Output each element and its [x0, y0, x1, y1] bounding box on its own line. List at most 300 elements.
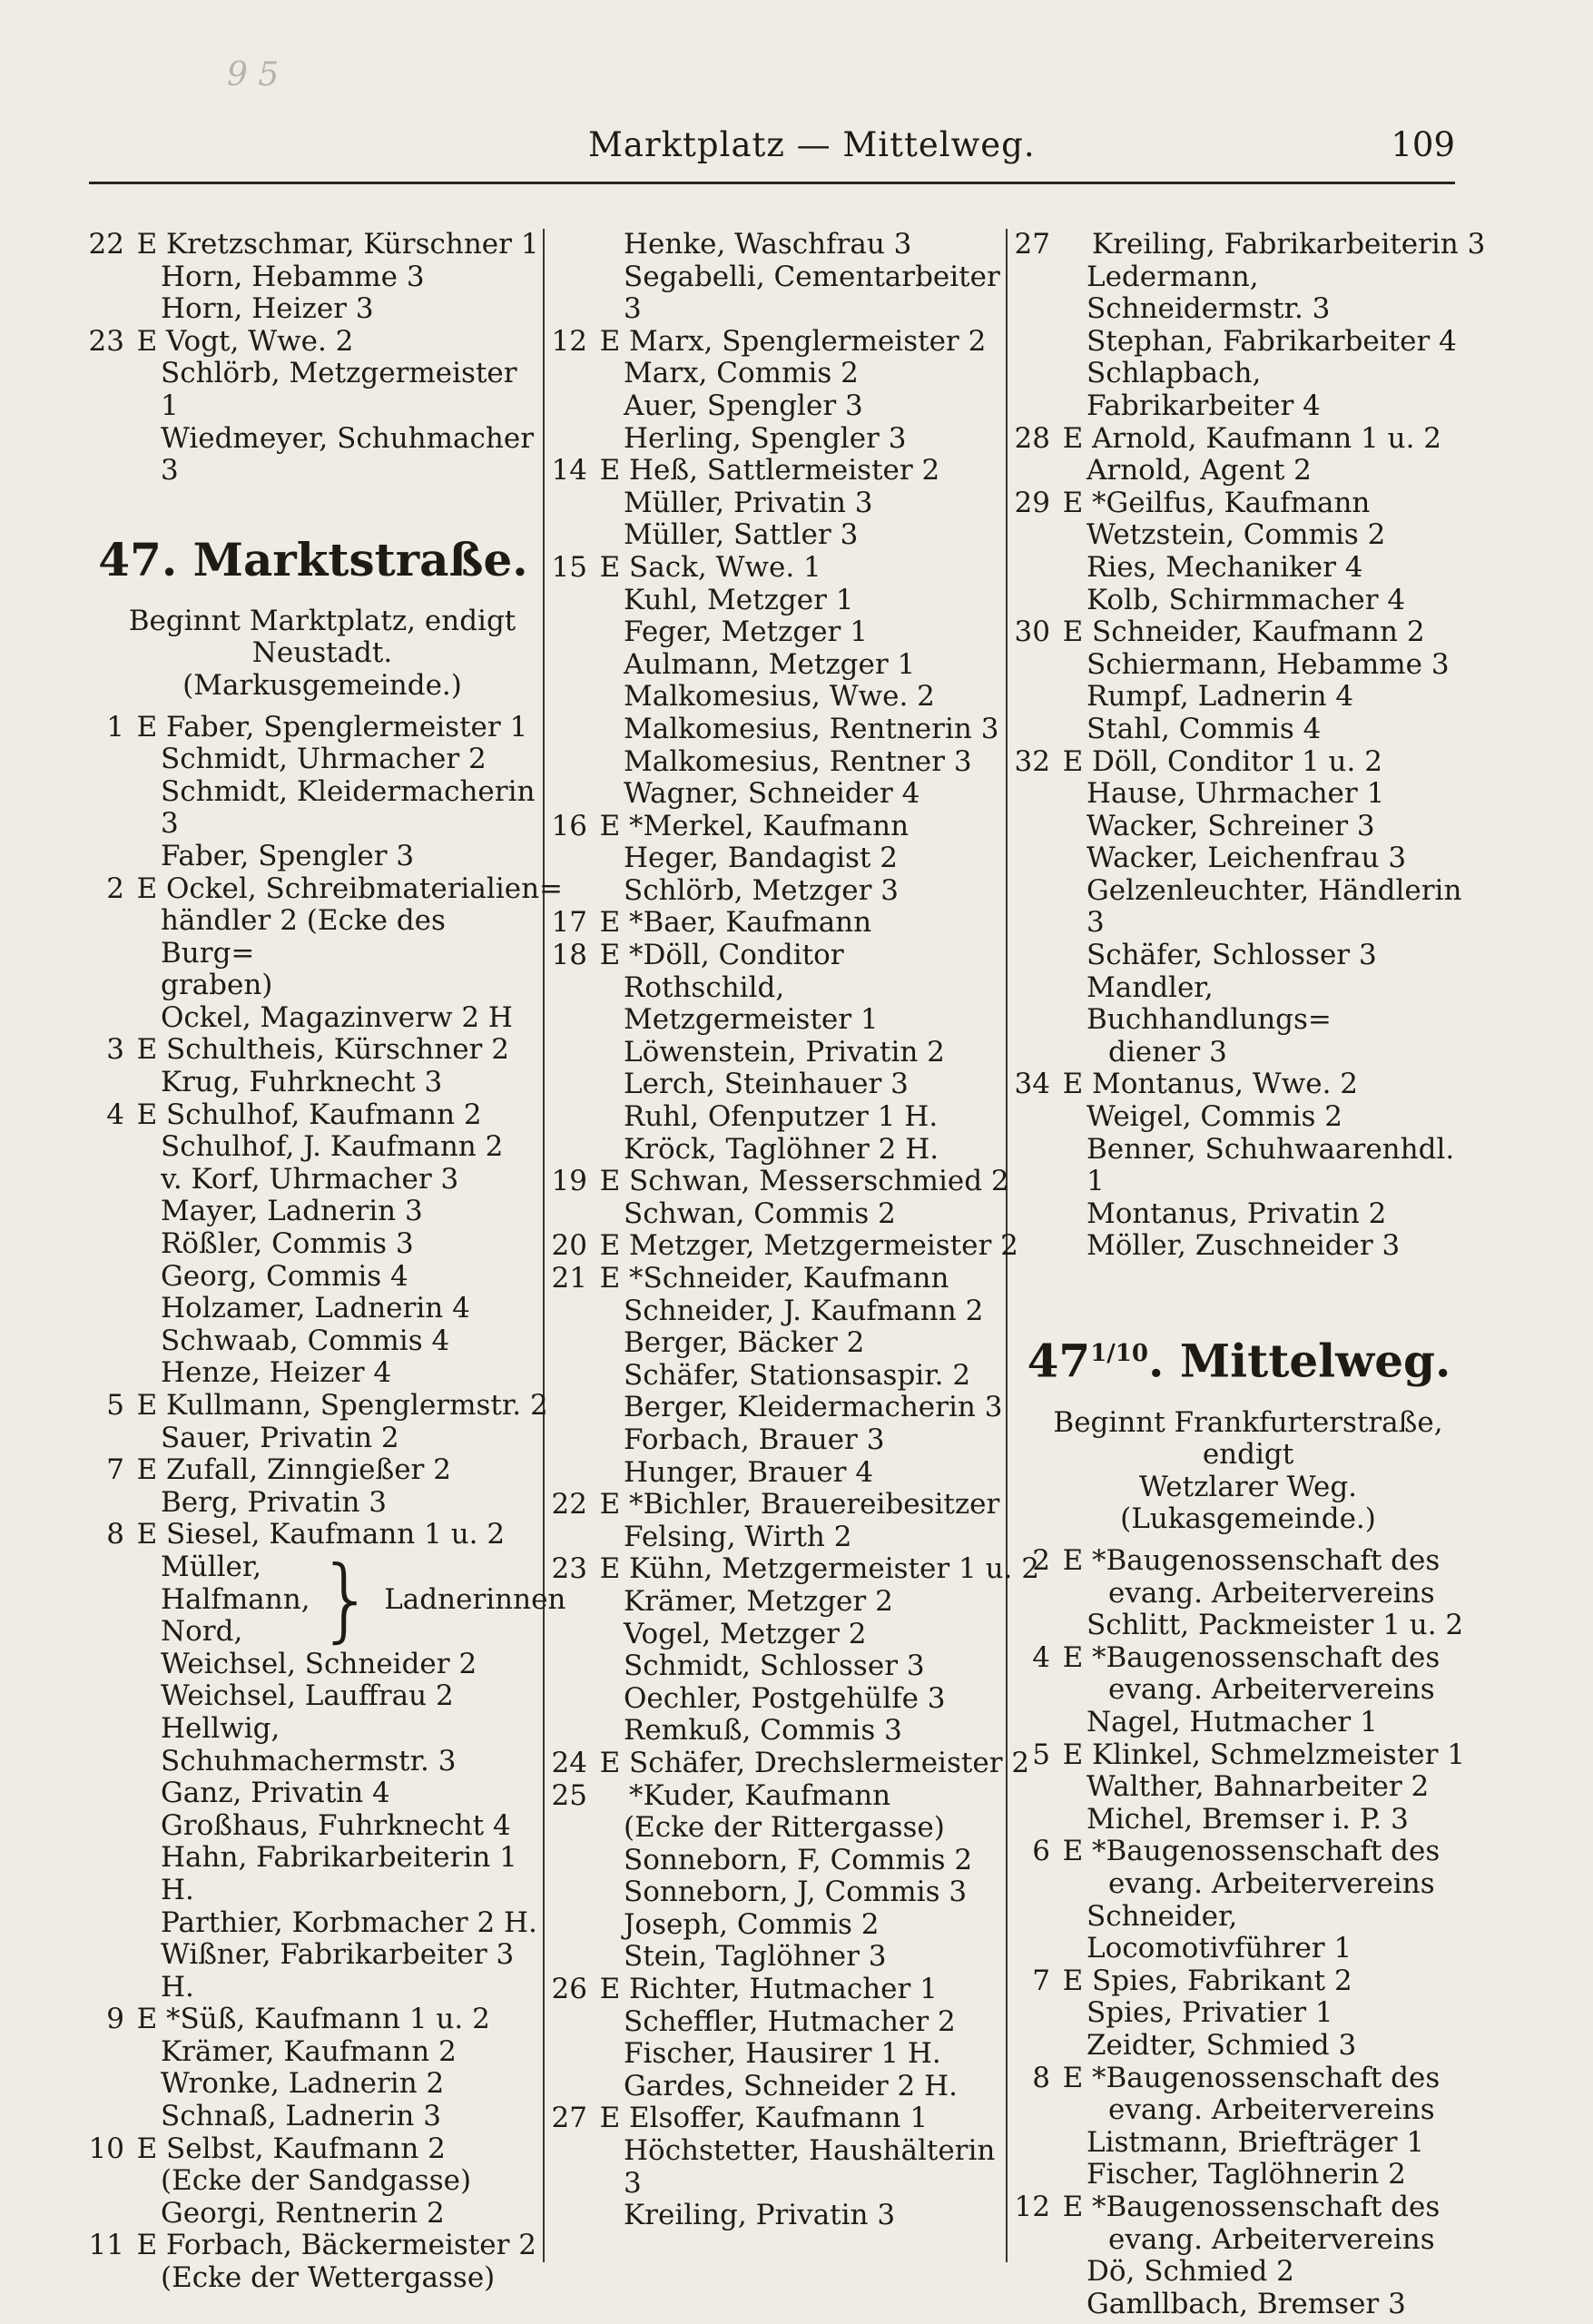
resident-text: Schäfer, Drechslermeister 2 [629, 1746, 1030, 1779]
house-number: 17 [551, 906, 587, 940]
directory-entry: Herling, Spengler 3 [624, 421, 907, 455]
directory-entry: Zeidter, Schmied 3 [1087, 2028, 1357, 2062]
house-number: 8 [1032, 2061, 1050, 2094]
house-entry [1012, 746, 1466, 779]
house-entry [86, 1099, 540, 1132]
directory-entry: Schwaab, Commis 4 [161, 1324, 450, 1357]
resident-text: *Baugenossenschaft des [1092, 1835, 1441, 1868]
directory-entry: Heger, Bandagist 2 [624, 842, 898, 875]
owner-mark: E [1062, 2190, 1084, 2223]
house-entry [1012, 1739, 1466, 1772]
directory-entry: Segabelli, Cementarbeiter 3 [624, 260, 1000, 326]
brace-label: Ladnerinnen [384, 1582, 566, 1616]
house-number: 22 [88, 228, 124, 261]
description-line: Wetzlarer Weg. [1138, 1470, 1358, 1503]
house-number: 21 [551, 1262, 587, 1295]
owner-mark: E [1062, 1544, 1084, 1578]
directory-entry: (Ecke der Sandgasse) [161, 2164, 472, 2198]
directory-entry: Gardes, Schneider 2 H. [624, 2069, 958, 2102]
entry-list [86, 1649, 540, 2295]
owner-mark: E [599, 550, 621, 584]
directory-entry: Spies, Privatier 1 [1087, 1996, 1333, 2030]
directory-entry: Ockel, Magazinverw 2 H [161, 1000, 513, 1034]
owner-mark: E [136, 2003, 158, 2036]
house-entry [549, 940, 1003, 972]
owner-mark: E [599, 324, 621, 358]
house-entry [1012, 1545, 1466, 1578]
directory-entry: Müller, Sattler 3 [624, 518, 859, 552]
house-number: 28 [1014, 421, 1050, 455]
house-number: 8 [106, 1518, 124, 1551]
owner-mark: E [136, 1453, 158, 1487]
owner-mark: E [599, 1229, 621, 1263]
directory-entry: Forbach, Brauer 3 [624, 1423, 885, 1456]
entry-list [1012, 228, 1486, 1263]
house-number: 29 [1014, 486, 1050, 519]
house-number: 22 [551, 1488, 587, 1521]
owner-mark: E [136, 1518, 158, 1551]
directory-entry: händler 2 (Ecke des Burg= [161, 904, 446, 970]
directory-entry: Sonneborn, J, Commis 3 [624, 1876, 968, 1909]
directory-entry: evang. Arbeitervereins [1108, 1673, 1435, 1707]
street-heading: 47. Marktstraße. [98, 532, 528, 586]
owner-mark: E [599, 809, 621, 842]
house-entry [1012, 2191, 1466, 2224]
owner-mark: E [1062, 615, 1084, 649]
house-number: 2 [106, 872, 124, 905]
house-number: 15 [551, 550, 587, 584]
house-entry [1012, 1836, 1466, 1868]
brace-names [86, 1551, 310, 1649]
heading-name: . Mittelweg. [1148, 1334, 1451, 1388]
owner-mark: E [1062, 1738, 1084, 1771]
directory-entry: Faber, Spengler 3 [161, 839, 415, 872]
directory-entry: Stephan, Fabrikarbeiter 4 [1087, 324, 1457, 358]
house-number: 27 [1014, 228, 1050, 261]
directory-entry: Gelzenleuchter, Händlerin 3 [1087, 873, 1462, 940]
directory-entry: Auer, Spengler 3 [624, 389, 863, 422]
directory-entry: Schneider, Locomotivführer 1 [1087, 1899, 1352, 1965]
owner-mark: E [1062, 1835, 1084, 1868]
directory-entry: Berg, Privatin 3 [161, 1485, 387, 1519]
house-entry [549, 326, 1003, 359]
owner-mark: E [599, 1552, 621, 1586]
pencil-note: 9 5 [227, 56, 280, 94]
directory-entry: Schlitt, Packmeister 1 u. 2 [1087, 1609, 1464, 1642]
house-number: 14 [551, 454, 587, 487]
directory-entry: (Ecke der Wettergasse) [161, 2261, 496, 2295]
directory-entry: Nord, [161, 1615, 243, 1649]
house-entry [86, 2230, 540, 2262]
owner-mark: E [1062, 486, 1084, 519]
brace-symbol: } [317, 1546, 376, 1653]
house-entry [549, 552, 1003, 585]
house-entry [549, 1552, 1039, 1586]
owner-mark: E [1062, 2061, 1084, 2094]
house-entry [1012, 1068, 1466, 1101]
directory-entry: Möller, Zuschneider 3 [1087, 1229, 1401, 1263]
house-entry [86, 1519, 540, 1551]
directory-entry: Aulmann, Metzger 1 [624, 647, 916, 681]
house-number: 23 [88, 324, 124, 358]
directory-entry: Rothschild, Metzgermeister 1 [624, 970, 879, 1037]
entry-list [1012, 1545, 1466, 2320]
house-entry [86, 712, 540, 744]
house-entry [86, 872, 564, 906]
house-number: 27 [551, 2102, 587, 2135]
directory-entry: Kolb, Schirmmacher 4 [1087, 583, 1406, 616]
resident-text: *Schneider, Kaufmann [629, 1262, 949, 1295]
directory-entry: Walther, Bahnarbeiter 2 [1087, 1770, 1430, 1804]
directory-entry: Wiedmeyer, Schuhmacher 3 [161, 421, 535, 487]
resident-text: Richter, Hutmacher 1 [629, 1973, 938, 2006]
directory-entry: Schlörb, Metzger 3 [624, 873, 899, 907]
resident-text: Schulhof, Kaufmann 2 [166, 1098, 482, 1131]
owner-mark: E [599, 1973, 621, 2006]
directory-entry: Krug, Fuhrknecht 3 [161, 1066, 443, 1099]
owner-mark: E [136, 2132, 158, 2165]
entry-list [86, 229, 540, 487]
column-rule [543, 229, 545, 2262]
owner-mark: E [1062, 1068, 1084, 1101]
house-entry [549, 1489, 1003, 1521]
directory-entry: Horn, Hebamme 3 [161, 260, 425, 293]
owner-mark: E [599, 906, 621, 940]
street-heading [1012, 1326, 1466, 1389]
directory-entry: Schneider, J. Kaufmann 2 [624, 1294, 984, 1327]
directory-entry: Malkomesius, Rentnerin 3 [624, 712, 999, 745]
house-number: 9 [106, 2003, 124, 2036]
resident-text: Schneider, Kaufmann 2 [1092, 615, 1425, 649]
directory-entry: Kuhl, Metzger 1 [624, 583, 854, 616]
resident-text: *Döll, Conditor [629, 939, 844, 972]
house-number: 11 [88, 2229, 124, 2262]
resident-text: Schultheis, Kürschner 2 [166, 1033, 509, 1067]
directory-entry: Schiermann, Hebamme 3 [1087, 647, 1450, 681]
resident-text: Kreiling, Fabrikarbeiterin 3 [1092, 228, 1486, 261]
heading-number: 47 [1027, 1334, 1091, 1388]
directory-entry: Henze, Heizer 4 [161, 1356, 392, 1390]
owner-mark: E [599, 2102, 621, 2135]
resident-text: *Baer, Kaufmann [629, 906, 872, 940]
house-entry [549, 2102, 1003, 2135]
directory-entry: Wacker, Leichenfrau 3 [1087, 842, 1407, 875]
owner-mark: E [599, 939, 621, 972]
directory-entry: Wacker, Schreiner 3 [1087, 809, 1375, 842]
resident-text: Siesel, Kaufmann 1 u. 2 [166, 1518, 506, 1551]
directory-entry: graben) [161, 969, 273, 1002]
resident-text: Kullmann, Spenglermstr. 2 [166, 1389, 548, 1422]
house-number: 10 [88, 2132, 124, 2165]
directory-entry: Vogel, Metzger 2 [624, 1617, 867, 1650]
directory-entry: Müller, [161, 1550, 262, 1583]
directory-entry: Benner, Schuhwaarenhdl. 1 [1087, 1132, 1455, 1198]
owner-mark: E [136, 710, 158, 743]
column-1 [86, 228, 566, 2295]
owner-mark [1059, 229, 1087, 261]
owner-mark: E [136, 228, 158, 261]
directory-entry: Höchstetter, Haushälterin 3 [624, 2134, 996, 2200]
street-description [86, 606, 540, 703]
resident-text: Kretzschmar, Kürschner 1 [166, 228, 539, 261]
directory-entry: Wißner, Fabrikarbeiter 3 H. [161, 1938, 515, 2004]
house-number: 5 [1032, 1738, 1050, 1771]
directory-entry: Wagner, Schneider 4 [624, 777, 920, 811]
house-number: 2 [1032, 1544, 1050, 1578]
directory-entry: Horn, Heizer 3 [161, 292, 374, 326]
owner-mark: E [599, 1746, 621, 1779]
directory-entry: evang. Arbeitervereins [1108, 2222, 1435, 2256]
owner-mark [596, 1780, 624, 1813]
directory-entry: Hause, Uhrmacher 1 [1087, 777, 1385, 811]
owner-mark: E [136, 2229, 158, 2262]
house-entry [549, 1263, 1003, 1295]
directory-entry: Feger, Metzger 1 [624, 615, 868, 649]
directory-entry: Kröck, Taglöhner 2 H. [624, 1132, 939, 1166]
directory-entry: Hellwig, Schuhmachermstr. 3 [161, 1711, 457, 1777]
house-entry [549, 907, 1003, 940]
resident-text: Spies, Fabrikant 2 [1092, 1964, 1352, 1997]
house-number: 5 [106, 1389, 124, 1422]
directory-entry: Krämer, Kaufmann 2 [161, 2034, 457, 2068]
header-rule [89, 182, 1455, 184]
directory-entry: Schäfer, Stationsaspir. 2 [624, 1358, 971, 1392]
directory-entry: Malkomesius, Wwe. 2 [624, 680, 935, 714]
resident-text: Faber, Spenglermeister 1 [166, 710, 528, 743]
directory-entry: Listmann, Briefträger 1 [1087, 2125, 1425, 2159]
directory-entry: Hahn, Fabrikarbeiterin 1 H. [161, 1841, 517, 1906]
house-entry [549, 1780, 1003, 1813]
directory-entry: Lerch, Steinhauer 3 [624, 1068, 909, 1101]
description-line: Neustadt. [251, 636, 393, 670]
owner-mark: E [1062, 1964, 1084, 1997]
running-head [0, 125, 1593, 180]
directory-entry: Rumpf, Ladnerin 4 [1087, 680, 1354, 714]
house-number: 1 [106, 710, 124, 743]
house-number: 12 [551, 324, 587, 358]
resident-text: Selbst, Kaufmann 2 [166, 2132, 446, 2165]
house-number: 25 [551, 1778, 587, 1812]
directory-entry: Ledermann, Schneidermstr. 3 [1087, 260, 1331, 326]
directory-entry: evang. Arbeitervereins [1108, 1866, 1435, 1900]
house-entry [86, 1454, 540, 1487]
owner-mark: E [1062, 421, 1084, 455]
directory-entry: Müller, Privatin 3 [624, 486, 873, 519]
house-number: 4 [1032, 1640, 1050, 1674]
directory-entry: Löwenstein, Privatin 2 [624, 1035, 945, 1068]
street-description [1012, 1407, 1466, 1536]
owner-mark: E [136, 872, 158, 905]
resident-text: Heß, Sattlermeister 2 [629, 454, 940, 487]
house-entry [1012, 487, 1466, 520]
house-number: 26 [551, 1973, 587, 2006]
owner-mark: E [136, 1098, 158, 1131]
directory-entry: Berger, Bäcker 2 [624, 1326, 865, 1360]
directory-entry: Wronke, Ladnerin 2 [161, 2067, 445, 2101]
resident-text: Metzger, Metzgermeister 2 [629, 1229, 1018, 1263]
resident-text: *Merkel, Kaufmann [629, 809, 910, 842]
resident-text: *Baugenossenschaft des [1092, 2190, 1441, 2223]
house-entry [86, 229, 540, 261]
directory-entry: Marx, Commis 2 [624, 357, 859, 390]
house-number: 18 [551, 939, 587, 972]
directory-entry: Sonneborn, F, Commis 2 [624, 1843, 973, 1876]
directory-entry: Schnaß, Ladnerin 3 [161, 2100, 441, 2133]
directory-entry: evang. Arbeitervereins [1108, 1576, 1435, 1610]
house-entry [549, 1974, 1003, 2006]
house-number: 20 [551, 1229, 587, 1263]
directory-entry: Hunger, Brauer 4 [624, 1455, 874, 1489]
house-number: 16 [551, 809, 587, 842]
directory-entry: Ries, Mechaniker 4 [1087, 550, 1363, 584]
owner-mark: E [599, 1165, 621, 1198]
house-entry [86, 2133, 540, 2166]
directory-entry: Gamllbach, Bremser 3 [1087, 2287, 1406, 2320]
description-line: (Lukasgemeinde.) [1120, 1502, 1376, 1536]
directory-entry: Mandler, Buchhandlungs= [1087, 970, 1332, 1037]
resident-text: Schwan, Messerschmied 2 [629, 1165, 1009, 1198]
house-entry [549, 1165, 1009, 1198]
page-number: 109 [1391, 125, 1455, 164]
directory-entry: Weichsel, Schneider 2 [161, 1647, 477, 1680]
resident-text: Sack, Wwe. 1 [629, 550, 821, 584]
description-line: Beginnt Marktplatz, endigt [128, 604, 516, 637]
directory-entry: Felsing, Wirth 2 [624, 1520, 852, 1553]
directory-entry: (Ecke der Rittergasse) [624, 1811, 945, 1845]
resident-text: *Baugenossenschaft des [1092, 1544, 1441, 1578]
entry-list [86, 710, 564, 1551]
directory-entry: Schmidt, Kleidermacherin 3 [161, 774, 536, 841]
house-number: 4 [106, 1098, 124, 1131]
owner-mark: E [599, 454, 621, 487]
directory-entry: Dö, Schmied 2 [1087, 2255, 1294, 2289]
resident-text: Kühn, Metzgermeister 1 u. 2 [629, 1552, 1039, 1586]
directory-entry: Schwan, Commis 2 [624, 1196, 896, 1230]
directory-entry: Arnold, Agent 2 [1087, 454, 1312, 487]
house-number: 19 [551, 1165, 587, 1198]
resident-text: Elsoffer, Kaufmann 1 [629, 2102, 929, 2135]
resident-text: *Baugenossenschaft des [1092, 2061, 1441, 2094]
house-entry [1012, 228, 1486, 261]
directory-entry: Schmidt, Uhrmacher 2 [161, 743, 487, 776]
house-entry [86, 1389, 548, 1423]
directory-entry: Fischer, Taglöhnerin 2 [1087, 2158, 1406, 2191]
directory-entry: Georg, Commis 4 [161, 1259, 408, 1293]
house-number: 3 [106, 1033, 124, 1067]
house-entry [549, 1746, 1030, 1780]
directory-entry: Schäfer, Schlosser 3 [1087, 939, 1377, 972]
resident-text: Vogt, Wwe. 2 [166, 324, 354, 358]
column-3 [1012, 228, 1486, 2320]
directory-entry: Mayer, Ladnerin 3 [161, 1195, 423, 1228]
house-number: 12 [1014, 2190, 1050, 2223]
resident-text: *Geilfus, Kaufmann [1092, 486, 1371, 519]
house-number: 34 [1014, 1068, 1050, 1101]
house-number: 24 [551, 1746, 587, 1779]
house-entry [549, 1229, 1018, 1263]
resident-text: Ockel, Schreibmaterialien= [166, 872, 564, 905]
house-entry [86, 326, 540, 359]
directory-entry: Großhaus, Fuhrknecht 4 [161, 1808, 511, 1842]
directory-entry: Malkomesius, Rentner 3 [624, 744, 972, 778]
page-title: Marktplatz — Mittelweg. [588, 125, 1036, 164]
directory-entry: Parthier, Korbmacher 2 H. [161, 1905, 537, 1939]
resident-text: Klinkel, Schmelzmeister 1 [1092, 1738, 1466, 1771]
owner-mark: E [136, 1389, 158, 1422]
directory-entry: Wetzstein, Commis 2 [1087, 518, 1386, 552]
directory-entry: evang. Arbeitervereins [1108, 2093, 1435, 2127]
house-entry [1012, 423, 1466, 456]
directory-entry: Stein, Taglöhner 3 [624, 1940, 887, 1974]
directory-entry: Kreiling, Privatin 3 [624, 2199, 896, 2232]
directory-entry: Fischer, Hausirer 1 H. [624, 2037, 941, 2071]
directory-entry: Ruhl, Ofenputzer 1 H. [624, 1100, 939, 1134]
resident-text: *Kuder, Kaufmann [629, 1778, 891, 1812]
resident-text: Döll, Conditor 1 u. 2 [1092, 744, 1382, 778]
house-number: 7 [106, 1453, 124, 1487]
resident-text: Marx, Spenglermeister 2 [629, 324, 987, 358]
directory-entry: Rößler, Commis 3 [161, 1227, 414, 1261]
directory-entry: Weichsel, Lauffrau 2 [161, 1679, 454, 1713]
resident-text: *Bichler, Brauereibesitzer [629, 1488, 1000, 1521]
directory-entry: Weigel, Commis 2 [1087, 1100, 1342, 1134]
house-number: 30 [1014, 615, 1050, 649]
directory-entry: Scheffler, Hutmacher 2 [624, 2004, 956, 2038]
house-entry [86, 1034, 540, 1067]
resident-text: Arnold, Kaufmann 1 u. 2 [1092, 421, 1442, 455]
directory-entry: Schlapbach, Fabrikarbeiter 4 [1087, 357, 1321, 422]
directory-entry: Berger, Kleidermacherin 3 [624, 1391, 1003, 1424]
resident-text: Montanus, Wwe. 2 [1092, 1068, 1359, 1101]
house-number: 6 [1032, 1835, 1050, 1868]
house-entry [1012, 616, 1466, 649]
house-entry [549, 811, 1003, 843]
heading-fraction: 1/10 [1090, 1340, 1148, 1367]
description-line: Beginnt Frankfurterstraße, endigt [1053, 1405, 1443, 1472]
directory-entry: Remkuß, Commis 3 [624, 1714, 902, 1748]
house-entry [1012, 1642, 1466, 1675]
house-entry [549, 455, 1003, 487]
directory-entry: Oechler, Postgehülfe 3 [624, 1681, 946, 1715]
house-number: 23 [551, 1552, 587, 1586]
house-number: 32 [1014, 744, 1050, 778]
directory-entry: v. Korf, Uhrmacher 3 [161, 1162, 459, 1196]
directory-entry: Montanus, Privatin 2 [1087, 1196, 1387, 1230]
directory-entry: Schmidt, Schlosser 3 [624, 1649, 925, 1683]
resident-text: *Süß, Kaufmann 1 u. 2 [166, 2003, 490, 2036]
resident-text: *Baugenossenschaft des [1092, 1640, 1441, 1674]
house-entry [1012, 1965, 1466, 1998]
directory-entry: Joseph, Commis 2 [624, 1907, 880, 1941]
owner-mark: E [136, 1033, 158, 1067]
owner-mark: E [599, 1488, 621, 1521]
owner-mark: E [136, 324, 158, 358]
directory-entry: Krämer, Metzger 2 [624, 1584, 893, 1618]
directory-entry: Ganz, Privatin 4 [161, 1777, 390, 1810]
directory-entry: Schlörb, Metzgermeister 1 [161, 357, 517, 422]
owner-mark: E [1062, 1640, 1084, 1674]
directory-entry: Georgi, Rentnerin 2 [161, 2196, 445, 2230]
house-number: 7 [1032, 1964, 1050, 1997]
directory-entry: Henke, Waschfrau 3 [624, 228, 912, 261]
directory-entry: Schulhof, J. Kaufmann 2 [161, 1130, 504, 1164]
resident-text: Forbach, Bäckermeister 2 [166, 2229, 536, 2262]
directory-entry: diener 3 [1108, 1035, 1227, 1068]
description-line: (Markusgemeinde.) [182, 668, 462, 702]
directory-entry: Holzamer, Ladnerin 4 [161, 1292, 470, 1325]
house-entry [1012, 2063, 1466, 2095]
directory-entry: Halfmann, [161, 1582, 310, 1616]
